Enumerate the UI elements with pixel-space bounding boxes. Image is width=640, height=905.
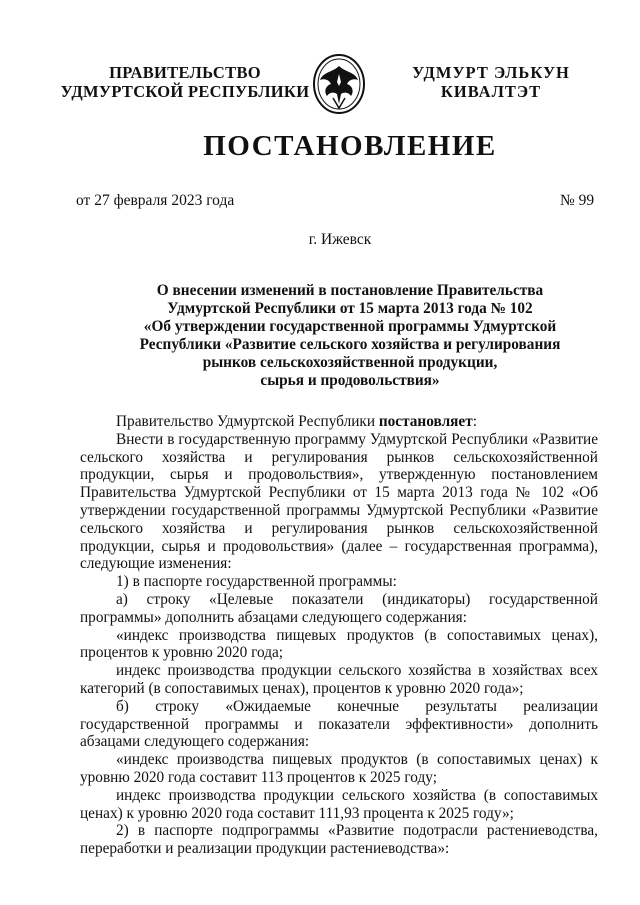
title-line: О внесении изменений в постановление Правительства [156, 282, 544, 299]
title-line: Удмуртской Республики от 15 марта 2013 года № 102 [167, 300, 533, 317]
document-body [80, 413, 598, 858]
title-line: «Об утверждении государственной программы Удмуртской [143, 318, 557, 335]
body-paragraph: Внести в государственную программу Удмуртской Республики «Развитие сельского хозяйства и регулирования рынков сельскохозяйственной продукции, сырья и продовольствия», утвержденную постановлением Правительства Удмуртской Республики от 15 марта 2013 года № 102 «Об утверждении государственной программы Удмуртской Республики «Развитие сельского хозяйства и регулирования рынков сельскохозяйственной продукции, сырья и продовольствия» (далее – государственная программа), следующие изменения: [80, 430, 598, 573]
document-date: от 27 февраля 2023 года [76, 192, 235, 209]
body-paragraph: а) строку «Целевые показатели (индикаторы) государственной программы» дополнить абзацами следующего содержания: [80, 590, 598, 626]
header-right-line-1: УДМУРТ ЭЛЬКУН [412, 63, 570, 82]
preamble-paragraph [80, 413, 598, 431]
body-paragraph: «индекс производства пищевых продуктов (в сопоставимых ценах), процентов к уровню 2020 года; [80, 626, 598, 662]
body-paragraph: б) строку «Ожидаемые конечные результаты реализации государственной программы и показатели эффективности» дополнить абзацами следующего содержания: [80, 697, 598, 751]
body-paragraph: 2) в паспорте подпрограммы «Развитие подотрасли растениеводства, переработки и реализации продукции растениеводства»: [80, 822, 598, 858]
header-left-line-1: ПРАВИТЕЛЬСТВО [109, 63, 261, 82]
body-paragraph: 1) в паспорте государственной программы: [116, 573, 397, 591]
header-right-line-2: КИВАЛТЭТ [440, 82, 542, 101]
title-line: сырья и продовольствия» [260, 372, 440, 389]
title-line: рынков сельскохозяйственной продукции, [202, 354, 498, 371]
title-line: Республики «Развитие сельского хозяйства и регулирования [139, 336, 561, 353]
document-title [100, 282, 600, 390]
document-type-heading: ПОСТАНОВЛЕНИЕ [203, 130, 497, 162]
udmurt-coat-of-arms-icon [311, 52, 367, 116]
government-name-russian [60, 63, 310, 101]
body-paragraph: индекс производства продукции сельского хозяйства в хозяйствах всех категорий (в сопоставимых ценах), процентов к уровню 2020 года»; [80, 662, 598, 697]
document-number: № 99 [560, 192, 595, 209]
preamble-colon: : [472, 413, 477, 430]
preamble-decree-word: постановляет [378, 413, 473, 430]
document-city: г. Ижевск [308, 231, 372, 248]
body-paragraph: «индекс производства пищевых продуктов (в сопоставимых ценах) к уровню 2020 года составит 113 процентов к 2025 году; [80, 751, 598, 786]
preamble-text: Правительство Удмуртской Республики [116, 413, 379, 430]
header-left-line-2: УДМУРТСКОЙ РЕСПУБЛИКИ [60, 82, 310, 101]
body-paragraph: индекс производства продукции сельского хозяйства (в сопоставимых ценах) к уровню 2020 года составит 111,93 процента к 2025 году»; [80, 786, 598, 822]
government-name-udmurt [396, 63, 586, 101]
